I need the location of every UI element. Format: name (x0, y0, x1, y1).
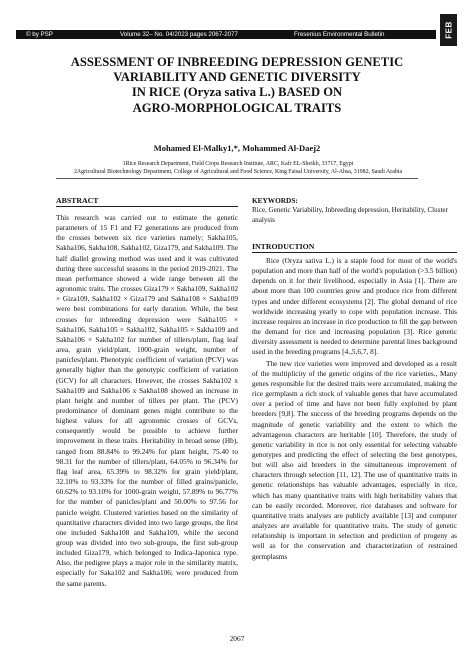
introduction-body (252, 256, 457, 562)
introduction-heading: INTRODUCTION (252, 242, 457, 253)
page-number: 2067 (229, 634, 245, 643)
abstract-heading: ABSTRACT (56, 196, 238, 207)
intro-paragraph-2: The new rice varieties were improved and developed as a result of the multiplicity of the genetic origins of the rice varieties., Many genes responsible for the desired traits were accumulated, making the rice germplasm a rich stock of valuable genes that have accumulated over a period of time and have not been fully exploited by plant breeders [9,8]. The success of the breeding programs depends on the magnitude of genetic variability and the extent to which the advantageous characters are heritable [10]. Therefore, the study of genetic variability in rice is not only essential for selecting valuable genotypes and predicting the effect of selecting the best genotypes, but will also aid breeders in the simultaneous improvement of characters through selection [11, 12]. The use of quantitative traits in genetic relationships has valuable advantages, especially in rice, which has many quantitative traits with high heritability values that can be easily recorded. Moreover, rice databases and software for quantitative traits analyses are publicly available [13] and computer analyzes are available for quantitative traits. The study of genetic relationship is important in selection and prediction of progeny as well as for the conservation and characterization of restrained germplasms (252, 358, 457, 561)
affiliations (16, 160, 460, 176)
keywords-heading: KEYWORDS: (252, 196, 298, 205)
paper-title (30, 55, 444, 116)
keywords-text: Rice, Genetic Variability, Inbreeding depression, Heritability, Cluster analysis (252, 206, 448, 224)
affiliation-1: 1Rice Research Department, Field Crops Research Institute, ARC, Kafr EL-Sheikh, 33717, Egypt (122, 161, 354, 167)
title-line-4: AGRO-MORPHOLOGICAL TRAITS (132, 100, 342, 115)
authors: Mohamed El-Malky1,*, Mohammed Al-Daej2 (153, 143, 321, 153)
journal-logo-text: FEB (444, 21, 453, 39)
header-journal: Fresenius Environmental Bulletin (294, 31, 385, 38)
divider (56, 178, 418, 179)
running-header (16, 30, 436, 39)
intro-paragraph-1: Rice (Oryza sativa L.) is a staple food for most of the world's population and more than half of the world's population (>3.5 billion) depends on it for their livelihood, especially in Asia [1]. There are about more than 100 countries grow and produce rice from different types and under different ecosystems [2]. The global demand of rice worldwide increasing yearly to cope with population increase. This increase requires an increase in rice production to fill the gap between the demand for rice and increasing population [3]. Rice genetic diversity assessment is needed to determine parental lines background used in the breeding programs [4.,5,6,7, 8]. (252, 256, 457, 357)
abstract-text: This research was carried out to estimate the genetic parameters of 15 F1 and F2 generations are produced from the crosses between six rice varieties namely; Sakha105, Sakha106, Sakha108, Sakha102, Giza179, and Sakha109. The half diallel growing method was used and it was cultivated during three successful seasons in the period 2019-2021. The mean performance showed a wide range between all the agronomic traits. The crosses Giza179 × Sakha109, Sakha102 × Giza109, Sakha102 × Giza179 and Sakha108 × Sakha109 were best combinations for early duration. While, the best crosses for inbreeding depression were Sakha105 × Sakha106, Sakha105 × Sakha102, Sakha105 × Sakha109 and Sakha106 × Sakha102 for number of tillers/plant, flag leaf area, grain yield/plant, 1000-grain weight, number of panicles/plant. Phenotypic coefficient of variation (PCV) was generally higher than the genotypic coefficient of variation (GCV) for all characters. However, the crosses Sakha102 x Sakha109 and Sakha106 x Sakha108 showed an increase in plant height and number of tillers per plant. The (PCV) predominance of dominant genes might contribute to the highest values for all agronomic crosses of GCVs, consequently would be possible to achieve further improvement in these traits. Heritability in broad sense (Hb), ranged from 88.84% to 99.24% for plant height, 75.40 to 98.31 for the number of tillers/plant, 64.05% to 96.34% for flag leaf area, 65.39% to 98.32% for grain yield/plant, 32.10% to 93.33% for the number of filled grains/panicle, 60.62% to 93.10% for 1000-grain weight, 57.89% to 96.77% for the number of panicles/plant and 50.00% to 97.56 for panicle weight. Clustered varieties based on the similarity of quantitative characters divided into two large groups, the first one included Sakha108 and Sakha109, while the second group was divided into two sub-groups, the first sub-group included Giza179, which belonged to Indica-Japonica type. Also, the pedigree plays a major role in the similarity matrix, especially for Saka102 and Sakha106; were produced from the same parents. (56, 213, 238, 588)
title-line-3: IN RICE (Oryza sativa L.) BASED ON (131, 85, 343, 100)
header-copyright: © by PSP (26, 31, 53, 38)
affiliation-2: 2Agricultural Biotechnology Department, College of Agricultural and Food Science, King Faisal University, Al-Ahsa, 31982, Saudi Arabia (73, 169, 403, 175)
title-line-1: ASSESSMENT OF INBREEDING DEPRESSION GENETIC (70, 55, 404, 69)
title-line-2: VARIABILITY AND GENETIC DIVERSITY (113, 70, 361, 85)
journal-logo (440, 14, 457, 46)
abstract-body (56, 213, 238, 589)
header-volume: Volume 32– No. 04/2023 pages 2067-2077 (120, 31, 238, 38)
